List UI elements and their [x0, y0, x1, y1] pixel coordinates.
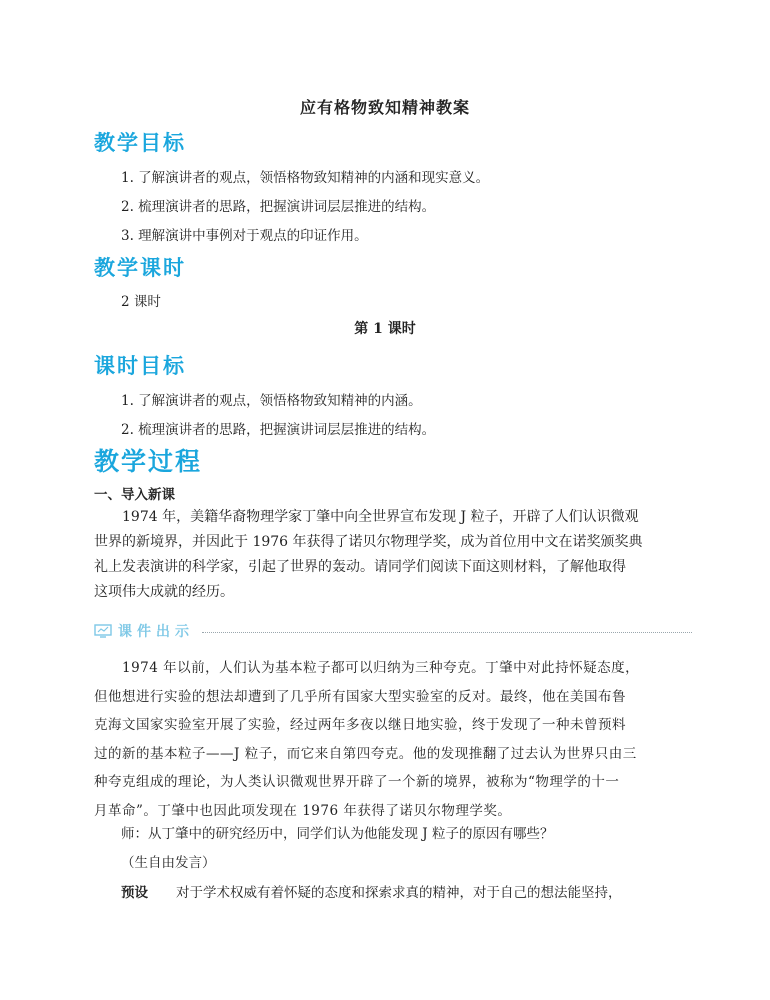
student-note: （生自由发言） [121, 855, 216, 871]
lesson-goal-item-2: 2. 梳理演讲者的思路，把握演讲词层层推进的结构。 [121, 422, 436, 438]
lesson-title: 第 1 课时 [354, 321, 416, 337]
lesson-goal-item-1: 1. 了解演讲者的观点，领悟格物致知精神的内涵。 [121, 393, 422, 409]
courseware-line-4: 过的新的基本粒子——J 粒子，而它来自第四夸克。他的发现推翻了过去认为世界只由三 [94, 745, 637, 762]
courseware-line-1: 1974 年以前，人们认为基本粒子都可以归纳为三种夸克。丁肇中对此持怀疑态度， [122, 660, 640, 676]
document-title: 应有格物致知精神教案 [299, 98, 470, 117]
ribbon-divider [202, 632, 692, 633]
intro-line-2: 世界的新境界，并因此于 1976 年获得了诺贝尔物理学奖，成为首位用中文在诺奖颁奖典 [94, 534, 643, 550]
goal-item-2: 2. 梳理演讲者的思路，把握演讲词层层推进的结构。 [121, 199, 436, 215]
preset-text: 对于学术权威有着怀疑的态度和探索求真的精神，对于自己的想法能坚持， [176, 885, 622, 901]
goal-item-1: 1. 了解演讲者的观点，领悟格物致知精神的内涵和现实意义。 [121, 170, 490, 186]
courseware-line-5: 种夸克组成的理论，为人类认识微观世界开辟了一个新的境界，被称为“物理学的十一 [94, 774, 620, 791]
teacher-question: 师：从丁肇中的研究经历中，同学们认为他能发现 J 粒子的原因有哪些？ [121, 826, 554, 842]
preset-label: 预设 [121, 885, 148, 901]
heading-teaching-process: 教学过程 [94, 447, 203, 476]
intro-paragraph [94, 505, 679, 605]
courseware-ribbon [94, 621, 692, 643]
courseware-line-6: 月革命”。丁肇中也因此项发现在 1976 年获得了诺贝尔物理学奖。 [94, 802, 512, 819]
courseware-line-3: 克海文国家实验室开展了实验，经过两年多夜以继日地实验，终于发现了一种未曾预料 [94, 717, 626, 734]
heading-teaching-hours: 教学课时 [94, 256, 186, 280]
intro-line-4: 这项伟大成就的经历。 [94, 584, 234, 600]
sub-heading-intro: 一、导入新课 [94, 487, 175, 503]
goal-item-3: 3. 理解演讲中事例对于观点的印证作用。 [121, 228, 368, 244]
courseware-text [94, 654, 694, 826]
heading-lesson-goals: 课时目标 [94, 354, 186, 378]
intro-line-3: 礼上发表演讲的科学家，引起了世界的轰动。请同学们阅读下面这则材料，了解他取得 [94, 559, 626, 575]
courseware-label: 课件出示 [118, 624, 194, 640]
heading-teaching-goals: 教学目标 [94, 131, 186, 155]
courseware-line-2: 但他想进行实验的想法却遭到了几乎所有国家大型实验室的反对。最终，他在美国布鲁 [94, 688, 626, 705]
screen-icon [94, 624, 112, 638]
intro-line-1: 1974 年，美籍华裔物理学家丁肇中向全世界宣布发现 J 粒子，开辟了人们认识微观 [122, 509, 639, 525]
teaching-hours-value: 2 课时 [121, 294, 161, 310]
